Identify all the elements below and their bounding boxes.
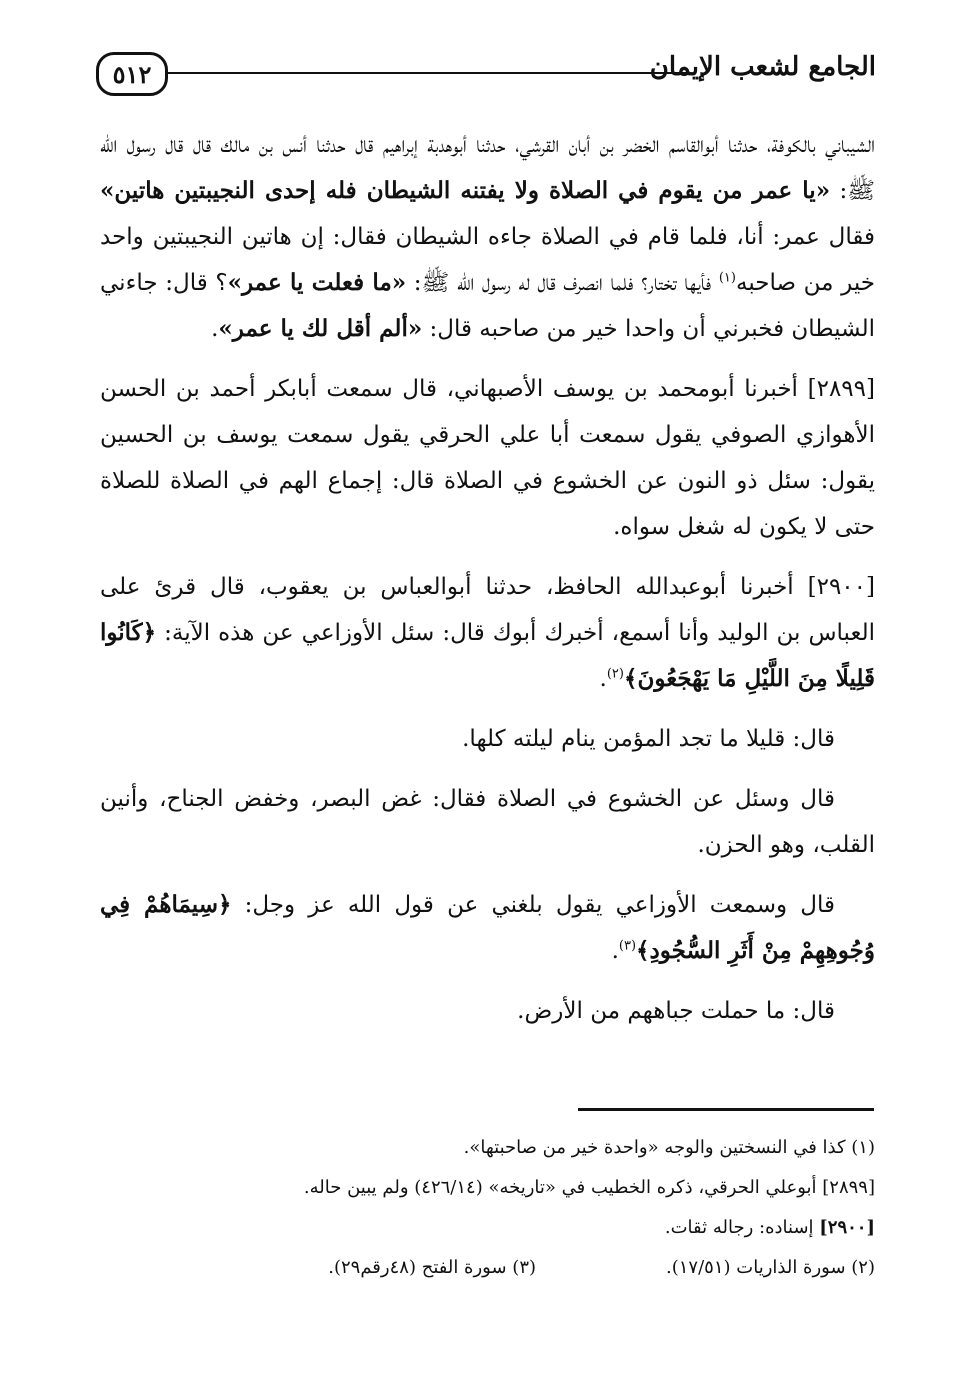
footnote-ref: (٢)	[606, 666, 624, 682]
footnote-2899: [٢٨٩٩] أبوعلي الحرقي، ذكره الخطيب في «تاريخه» (٤٢٦/١٤) ولم يبين حاله.	[303, 1177, 875, 1198]
text-run: .	[611, 938, 619, 964]
paragraph-sleep: قال: قليلا ما تجد المؤمن ينام ليلته كلها.	[462, 726, 835, 752]
entry-number: [٢٨٩٩]	[807, 376, 875, 402]
book-title: الجامع لشعب الإيمان	[649, 52, 876, 82]
paragraph-2899	[100, 366, 875, 550]
text-run: فأيها تختار؟ فلما انصرف قال له رسول الله ﷺ:	[406, 270, 719, 296]
entry-number: [٢٩٠٠]	[819, 1217, 875, 1238]
hadith-quote: «يا عمر من يقوم في الصلاة ولا يفتنه الشيطان فله إحدى النجيبتين هاتين»	[100, 177, 831, 204]
footnote-ref: (٣)	[618, 938, 637, 954]
quran-verse: ﴿سِيمَاهُمْ فِي وُجُوهِهِمْ مِنْ أَثَرِ السُّجُودِ﴾	[100, 891, 875, 964]
paragraph-hadith-continuation	[100, 122, 875, 352]
footnotes	[100, 1128, 875, 1288]
hadith-quote: «ألم أقل لك يا عمر»	[218, 315, 423, 342]
footnote-ref: (١)	[718, 270, 736, 286]
text-run: قال وسمعت الأوزاعي يقول بلغني عن قول الله عز وجل:	[231, 892, 835, 918]
text-run: ؟ قال: جاءني الشيطان فخبرني أن واحدا خير من صاحبه قال:	[100, 270, 875, 342]
footnote-row	[100, 1248, 875, 1288]
footnote-1: (١) كذا في النسختين والوجه «واحدة خير من صاحبتها».	[463, 1137, 875, 1158]
paragraph-foreheads: قال: ما حملت جباههم من الأرض.	[517, 998, 835, 1024]
paragraph-verse-sujud	[100, 882, 875, 974]
text-run: أخبرنا أبوعبدالله الحافظ، حدثنا أبوالعباس بن يعقوب، قال قرئ على العباس بن الوليد وأنا أسمع، أخبرك أبوك قال: سئل الأوزاعي عن هذه الآية:	[100, 574, 875, 646]
quran-verse: ﴿كَانُوا قَلِيلًا مِنَ اللَّيْلِ مَا يَهْجَعُونَ﴾	[100, 619, 875, 692]
text-run: فقال عمر: أنا، فلما قام في الصلاة جاءه الشيطان فقال: إن هاتين النجيبتين واحد خير من صاحبه	[100, 224, 875, 296]
footnote-separator	[578, 1108, 874, 1111]
hadith-quote: «ما فعلت يا عمر»	[227, 269, 407, 296]
page-header	[96, 48, 876, 100]
text-run: إسناده: رجاله ثقات.	[664, 1217, 820, 1238]
footnote-2900	[100, 1208, 875, 1248]
main-text	[100, 122, 875, 1048]
header-rule	[168, 72, 686, 74]
text-run: الشيباني بالكوفة، حدثنا أبوالقاسم الخضر بن أبان القرشي، حدثنا أبوهدبة إبراهيم قال حدثنا أنس بن مالك قال قال رسول الله ﷺ:	[100, 132, 875, 204]
text-run: أخبرنا أبومحمد بن يوسف الأصبهاني، قال سمعت أبابكر أحمد بن الحسن الأهوازي الصوفي يقول سمعت أبا علي الحرقي يقول سمعت يوسف بن الحسين يقول: سئل ذو النون عن الخشوع في الصلاة قال: إجماع الهم في الصلاة للصلاة حتى لا يكون له شغل سواه.	[100, 376, 875, 540]
footnote-3: (٣) سورة الفتح (٤٨رقم٢٩).	[328, 1257, 537, 1278]
text-run: .	[211, 316, 219, 342]
page-number: ٥١٢	[96, 52, 168, 96]
entry-number: [٢٩٠٠]	[807, 574, 875, 600]
paragraph-2900	[100, 564, 875, 702]
text-run: .	[599, 666, 607, 692]
footnote-2: (٢) سورة الذاريات (١٧/٥١).	[666, 1257, 875, 1278]
paragraph-khushu: قال وسئل عن الخشوع في الصلاة فقال: غض البصر، وخفض الجناح، وأنين القلب، وهو الحزن.	[100, 786, 875, 858]
